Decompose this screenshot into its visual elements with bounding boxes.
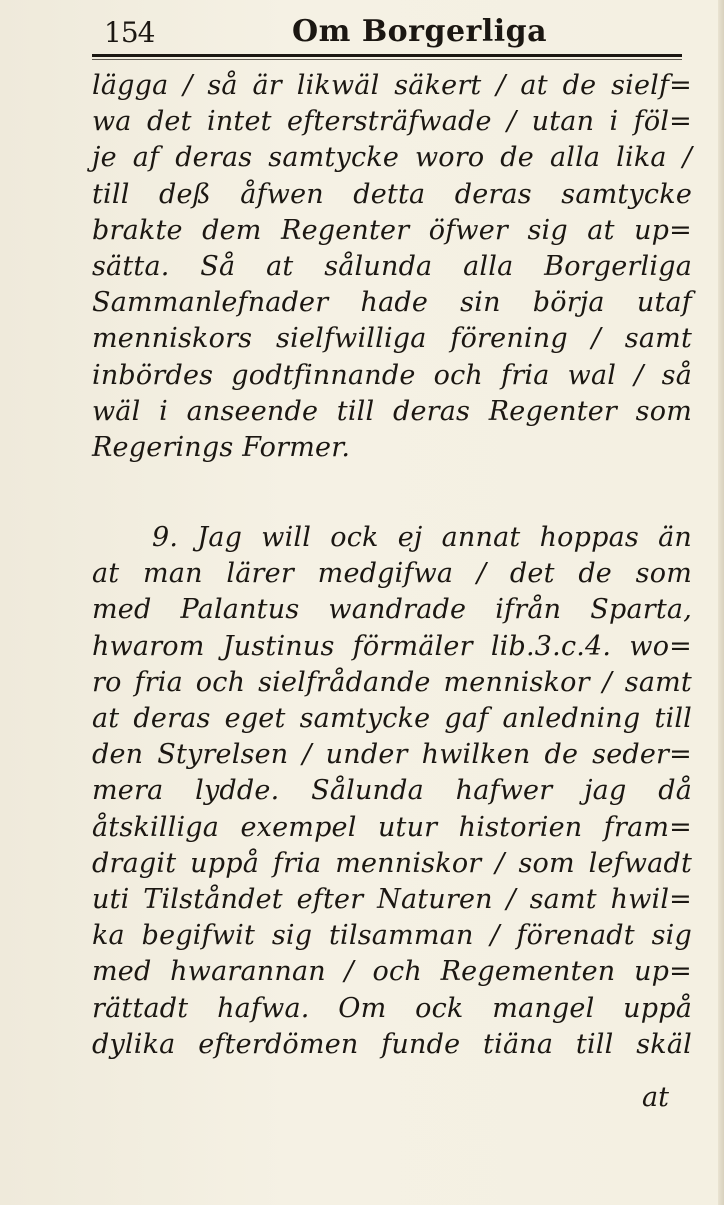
page-number: 154	[104, 16, 155, 49]
text-line: dylika efterdömen funde tiäna till skäl	[92, 1028, 692, 1060]
page-edge	[718, 0, 724, 1205]
text-line: brakte dem Regenter öfwer sig at up=	[92, 214, 692, 246]
text-line: dragit uppå fria menniskor / som lefwadt	[92, 847, 692, 879]
header-rule	[92, 54, 682, 57]
text-line: uti Tilståndet efter Naturen / samt hwil=	[92, 883, 692, 915]
text-line: ka begifwit sig tilsamman / förenadt sig	[92, 920, 692, 952]
page-header	[92, 10, 682, 54]
body-text	[92, 68, 692, 1063]
text-line: med Palantus wandrade ifrån Sparta,	[92, 594, 692, 626]
paragraph-2	[92, 520, 692, 1063]
text-line: inbördes godtfinnande och fria wal / så	[92, 359, 692, 391]
text-line: menniskors sielfwilliga förening / samt	[92, 323, 692, 355]
text-line: wa det intet eftersträfwade / utan i föl=	[92, 106, 692, 138]
text-line: sätta. Så at sålunda alla Borgerliga	[92, 250, 692, 282]
text-line: mera lydde. Sålunda hafwer jag då	[92, 775, 692, 807]
text-line: Sammanlefnader hade sin börja utaf	[92, 287, 692, 319]
paragraph-gap	[92, 466, 692, 520]
text-line: den Styrelsen / under hwilken de seder=	[92, 739, 692, 771]
text-line: till deß åfwen detta deras samtycke	[92, 178, 692, 210]
text-line: 9. Jag will ock ej annat hoppas än	[152, 522, 692, 554]
text-line: hwarom Justinus förmäler lib.3.c.4. wo=	[92, 630, 692, 662]
text-line: åtskilliga exempel utur historien fram=	[92, 811, 692, 843]
text-line: at man lärer medgifwa / det de som	[92, 558, 692, 590]
paragraph-1	[92, 68, 692, 466]
text-line: at deras eget samtycke gaf anledning till	[92, 703, 692, 734]
text-line: wäl i anseende till deras Regenter som	[92, 395, 692, 427]
header-rule-thin	[92, 59, 682, 60]
text-line: ro fria och sielfrådande menniskor / samt	[92, 666, 692, 698]
text-line: Regerings Former.	[92, 431, 351, 463]
catchword: at	[642, 1082, 669, 1113]
text-line: rättadt hafwa. Om ock mangel uppå	[92, 992, 692, 1024]
text-line: med hwarannan / och Regementen up=	[92, 956, 692, 988]
running-head: Om Borgerliga	[292, 14, 548, 49]
text-line: je af deras samtycke woro de alla lika /	[92, 142, 692, 174]
text-line: lägga / så är likwäl säkert / at de sielf=	[92, 70, 692, 101]
